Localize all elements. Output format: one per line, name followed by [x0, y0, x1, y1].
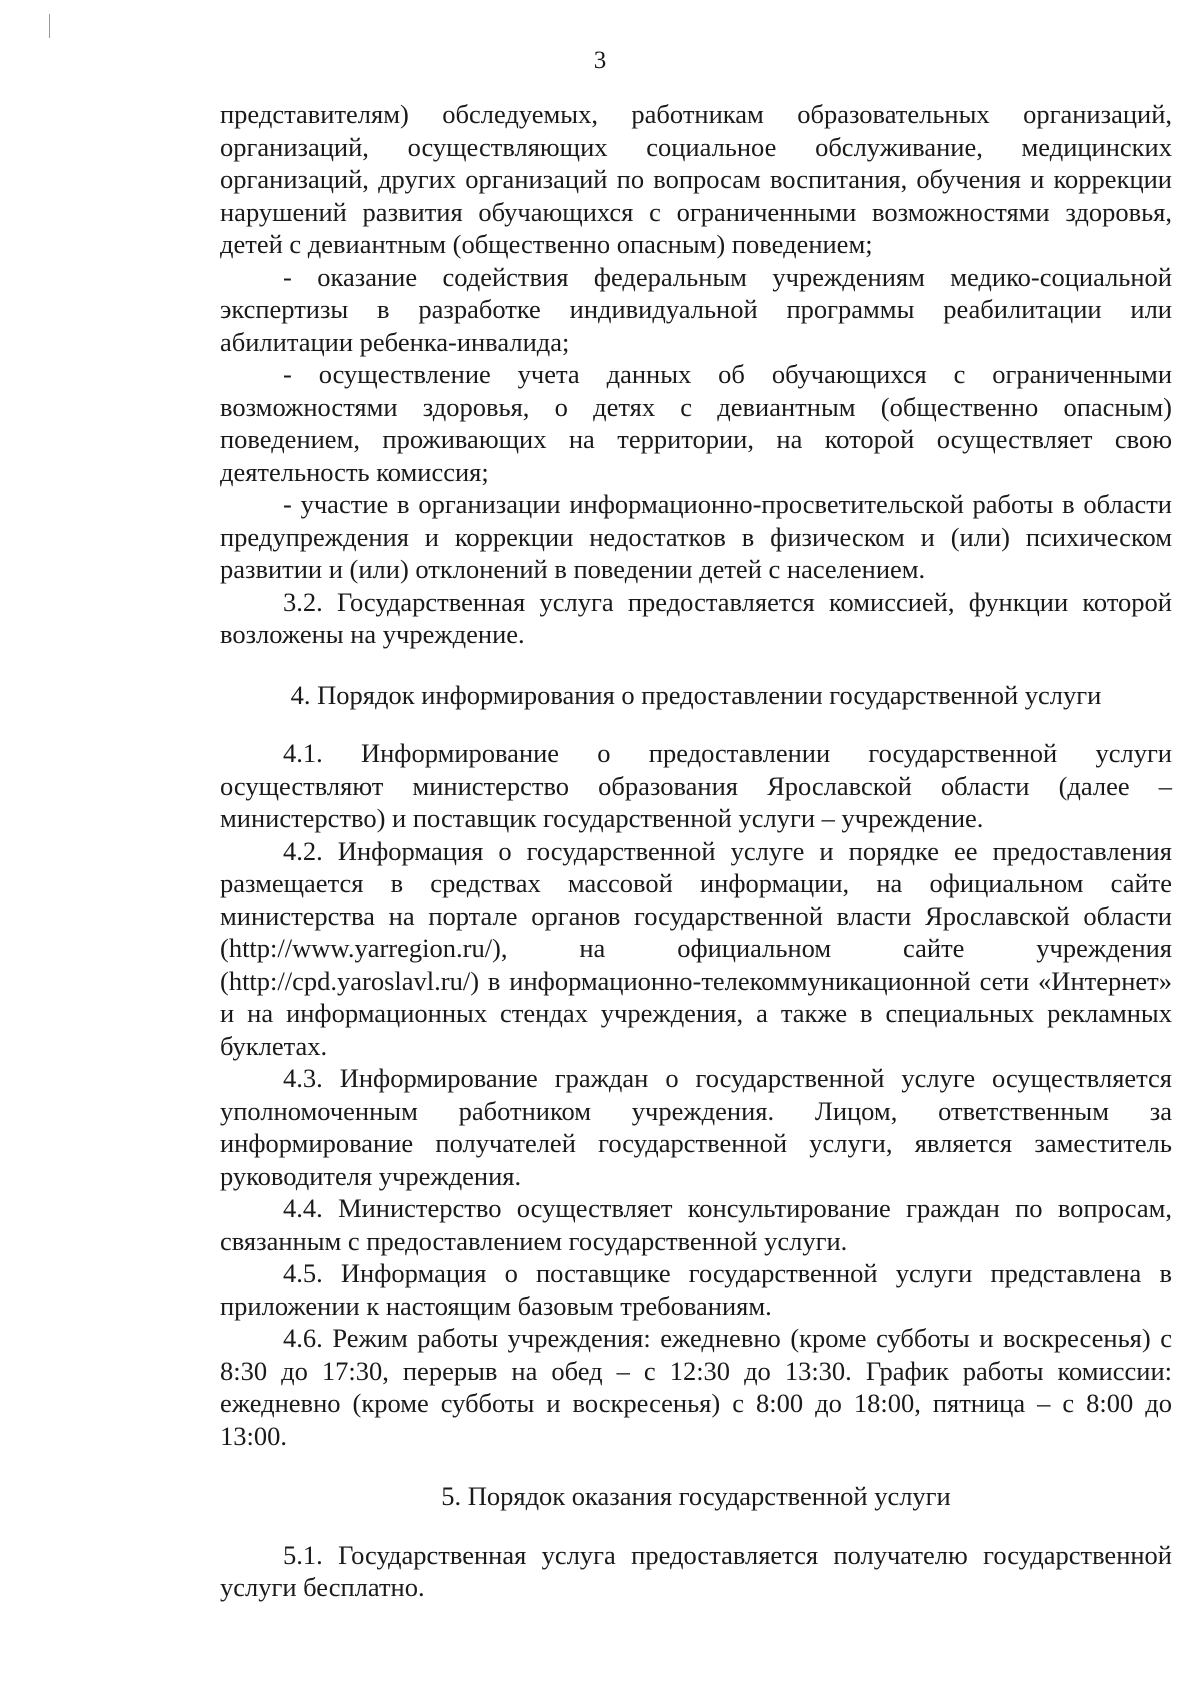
paragraph-bullet-data-accounting: - осуществление учета данных об обучающихся с ограниченными возможностями здоровья, о детях с девиантным (общественно опасным) поведением, проживающих на территории, на которой осуществляет свою деятельность комиссия;	[220, 359, 1172, 487]
page-number: 3	[593, 47, 607, 74]
scan-edge-mark	[49, 14, 50, 38]
paragraph-4-6: 4.6. Режим работы учреждения: ежедневно (кроме субботы и воскресенья) с 8:30 до 17:30, перерыв на обед – с 12:30 до 13:30. График работы комиссии: ежедневно (кроме субботы и воскресенья) с 8:00 до 18:00, пятница – с 8:00 до 13:00.	[220, 1323, 1172, 1451]
paragraph-4-1: 4.1. Информирование о предоставлении государственной услуги осуществляют министерство образования Ярославской области (далее – министерство) и поставщик государственной услуги – учреждение.	[220, 738, 1172, 833]
paragraph-4-5: 4.5. Информация о поставщике государственной услуги представлена в приложении к настоящим базовым требованиям.	[220, 1258, 1172, 1321]
paragraph-5-1: 5.1. Государственная услуга предоставляется получателю государственной услуги бесплатно.	[220, 1539, 1172, 1602]
section-4-heading: 4. Порядок информирования о предоставлении государственной услуги	[290, 679, 1102, 710]
paragraph-4-3: 4.3. Информирование граждан о государственной услуге осуществляется уполномоченным работником учреждения. Лицом, ответственным за информирование получателей государственной услуги, является заместитель руководителя учреждения.	[220, 1063, 1172, 1191]
paragraph-3-2: 3.2. Государственная услуга предоставляется комиссией, функции которой возложены на учреждение.	[220, 586, 1172, 649]
paragraph-4-2: 4.2. Информация о государственной услуге и порядке ее предоставления размещается в средствах массовой информации, на официальном сайте министерства на портале органов государственной власти Ярославской области (http://www.yarregion.ru/), на официальном сайте учреждения (http://cpd.yaroslavl.ru/) в информационно-телекоммуникационной сети «Интернет» и на информационных стендах учреждения, а также в специальных рекламных буклетах.	[220, 835, 1172, 1061]
document-body	[220, 98, 1172, 1604]
paragraph-bullet-mse-assistance: - оказание содействия федеральным учреждениям медико-социальной экспертизы в разработке индивидуальной программы реабилитации или абилитации ребенка-инвалида;	[220, 261, 1172, 357]
paragraph-intro-continuation: представителям) обследуемых, работникам образовательных организаций, организаций, осуществляющих социальное обслуживание, медицинских организаций, других организаций по вопросам воспитания, обучения и коррекции нарушений развития обучающихся с ограниченными возможностями здоровья, детей с девиантным (общественно опасным) поведением;	[220, 99, 1172, 259]
section-5-heading: 5. Порядок оказания государственной услуги	[441, 1481, 951, 1511]
paragraph-4-4: 4.4. Министерство осуществляет консультирование граждан по вопросам, связанным с предоставлением государственной услуги.	[220, 1193, 1172, 1256]
paragraph-bullet-information-work: - участие в организации информационно-просветительской работы в области предупреждения и коррекции недостатков в физическом и (или) психическом развитии и (или) отклонений в поведении детей с населением.	[220, 489, 1172, 584]
